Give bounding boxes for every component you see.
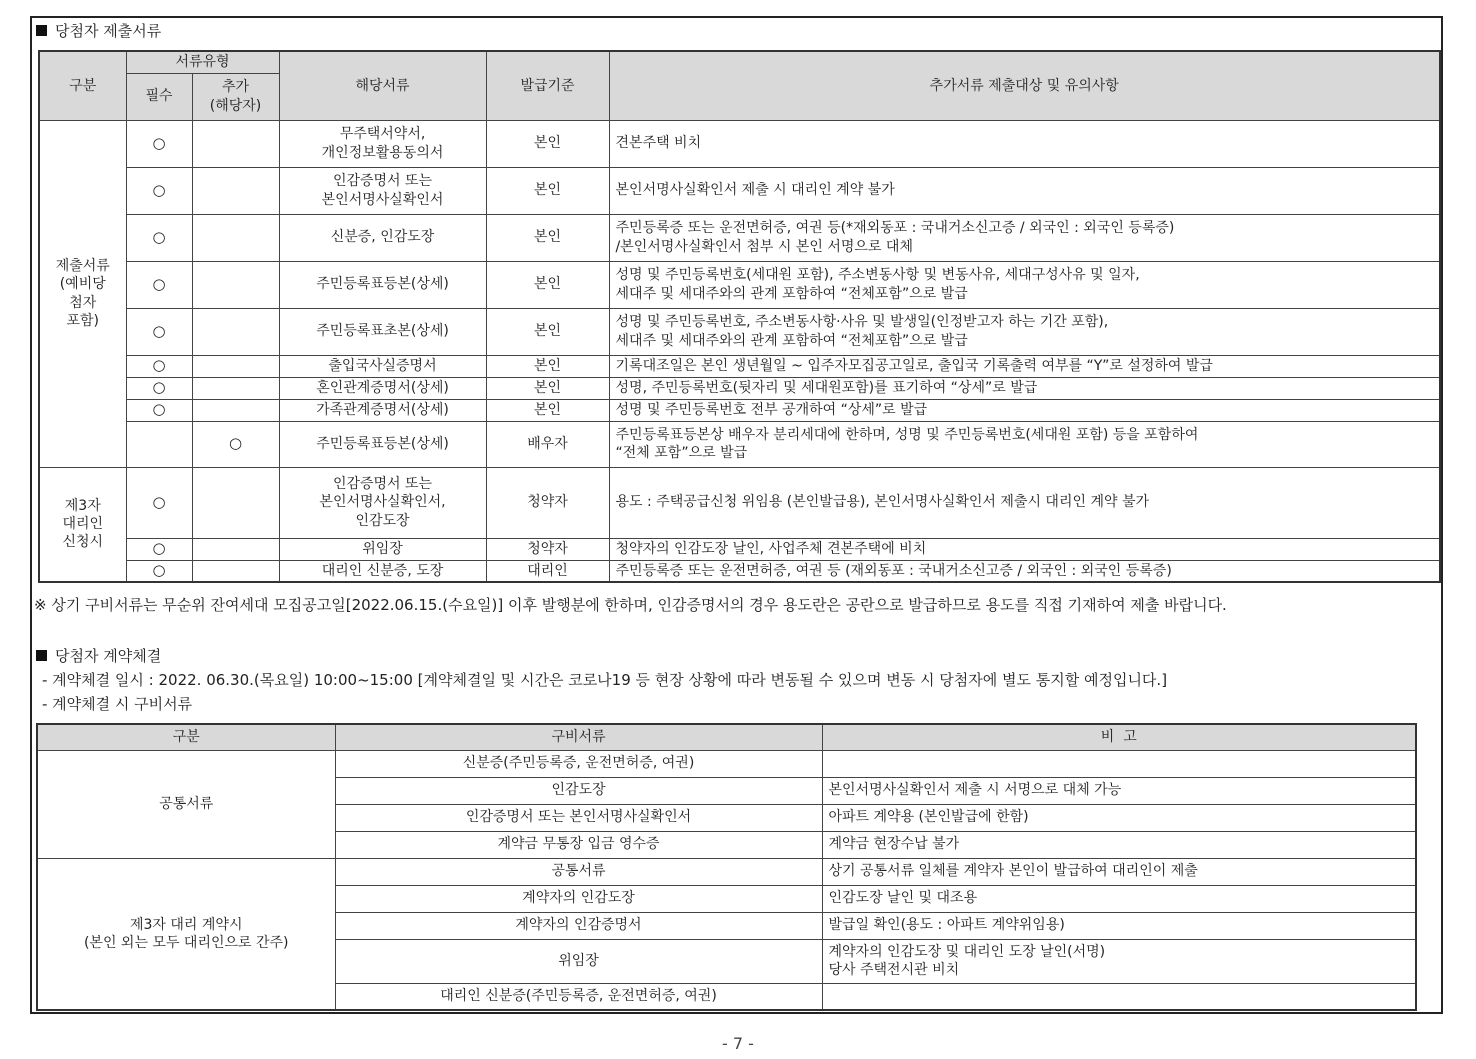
table-row bbox=[39, 167, 1440, 214]
table-row bbox=[39, 308, 1440, 355]
issue-basis: 본인 bbox=[486, 167, 609, 214]
remark-text bbox=[822, 983, 1416, 1010]
table-row bbox=[37, 750, 1416, 777]
square-bullet-icon bbox=[36, 650, 47, 661]
header-additional: 추가 (해당자) bbox=[192, 73, 279, 120]
remark-text bbox=[822, 750, 1416, 777]
note-text: 청약자의 인감도장 날인, 사업주체 견본주택에 비치 bbox=[609, 538, 1440, 560]
table-row bbox=[39, 214, 1440, 261]
note-text: 성명, 주민등록번호(뒷자리 및 세대원포함)를 표기하여 “상세”로 발급 bbox=[609, 377, 1440, 399]
document-name: 위임장 bbox=[335, 939, 822, 983]
footnote: ※ 상기 구비서류는 무순위 잔여세대 모집공고일[2022.06.15.(수요일)] 이후 발행분에 한하며, 인감증명서의 경우 용도란은 공란으로 발급하므로 용도를 직접 기재하여 제출 바랍니다. bbox=[34, 596, 1227, 614]
table-row bbox=[39, 421, 1440, 467]
header2-remarks: 비 고 bbox=[822, 724, 1416, 750]
header2-documents: 구비서류 bbox=[335, 724, 822, 750]
table-row bbox=[39, 377, 1440, 399]
required-mark: ○ bbox=[126, 355, 192, 377]
contract-schedule: - 계약체결 일시 : 2022. 06.30.(목요일) 10:00~15:00 [계약체결일 및 시간은 코로나19 등 현장 상황에 따라 변동될 수 있으며 변동 시 당첨자에 별도 통지할 예정입니다.] bbox=[42, 671, 1168, 689]
issue-basis: 본인 bbox=[486, 308, 609, 355]
document-name: 계약자의 인감도장 bbox=[335, 885, 822, 912]
additional-mark bbox=[192, 560, 279, 582]
remark-text: 발급일 확인(용도 : 아파트 계약위임용) bbox=[822, 912, 1416, 939]
issue-basis: 본인 bbox=[486, 120, 609, 167]
issue-basis: 본인 bbox=[486, 377, 609, 399]
issue-basis: 본인 bbox=[486, 261, 609, 308]
additional-mark bbox=[192, 214, 279, 261]
additional-mark bbox=[192, 399, 279, 421]
document-name: 인감도장 bbox=[335, 777, 822, 804]
remark-text: 인감도장 날인 및 대조용 bbox=[822, 885, 1416, 912]
table-row bbox=[39, 560, 1440, 582]
header-document: 해당서류 bbox=[279, 51, 486, 120]
table-row bbox=[39, 538, 1440, 560]
additional-mark bbox=[192, 467, 279, 538]
remark-text: 본인서명사실확인서 제출 시 서명으로 대체 가능 bbox=[822, 777, 1416, 804]
contract-docs-heading: - 계약체결 시 구비서류 bbox=[42, 695, 193, 713]
additional-mark bbox=[192, 261, 279, 308]
required-mark: ○ bbox=[126, 167, 192, 214]
required-mark bbox=[126, 421, 192, 467]
issue-basis: 배우자 bbox=[486, 421, 609, 467]
issue-basis: 본인 bbox=[486, 214, 609, 261]
section2-title-text: 당첨자 계약체결 bbox=[55, 647, 162, 665]
header-notes: 추가서류 제출대상 및 유의사항 bbox=[609, 51, 1440, 120]
document-name: 위임장 bbox=[279, 538, 486, 560]
remark-text: 상기 공통서류 일체를 계약자 본인이 발급하여 대리인이 제출 bbox=[822, 858, 1416, 885]
document-name: 주민등록표등본(상세) bbox=[279, 421, 486, 467]
remark-text: 아파트 계약용 (본인발급에 한함) bbox=[822, 804, 1416, 831]
required-mark: ○ bbox=[126, 261, 192, 308]
submission-documents-table bbox=[38, 50, 1441, 583]
note-text: 견본주택 비치 bbox=[609, 120, 1440, 167]
header-doc-type: 서류유형 bbox=[126, 51, 279, 73]
issue-basis: 청약자 bbox=[486, 467, 609, 538]
document-name: 주민등록표초본(상세) bbox=[279, 308, 486, 355]
additional-mark bbox=[192, 538, 279, 560]
header-category: 구분 bbox=[39, 51, 126, 120]
section2-title bbox=[36, 645, 161, 666]
additional-mark: ○ bbox=[192, 421, 279, 467]
document-name: 인감증명서 또는 본인서명사실확인서, 인감도장 bbox=[279, 467, 486, 538]
required-mark: ○ bbox=[126, 308, 192, 355]
header-required: 필수 bbox=[126, 73, 192, 120]
additional-mark bbox=[192, 377, 279, 399]
required-mark: ○ bbox=[126, 467, 192, 538]
table-row bbox=[37, 858, 1416, 885]
note-text: 성명 및 주민등록번호, 주소변동사항·사유 및 발생일(인정받고자 하는 기간 포함), 세대주 및 세대주와의 관계 포함하여 “전체포함”으로 발급 bbox=[609, 308, 1440, 355]
table-row bbox=[39, 120, 1440, 167]
group-label: 제출서류 (예비당 첨자 포함) bbox=[39, 120, 126, 467]
table-row bbox=[39, 467, 1440, 538]
note-text: 용도 : 주택공급신청 위임용 (본인발급용), 본인서명사실확인서 제출시 대리인 계약 불가 bbox=[609, 467, 1440, 538]
document-name: 신분증, 인감도장 bbox=[279, 214, 486, 261]
contract-documents-table bbox=[36, 723, 1417, 1011]
additional-mark bbox=[192, 167, 279, 214]
document-name: 혼인관계증명서(상세) bbox=[279, 377, 486, 399]
section1-title bbox=[36, 20, 161, 41]
section1-title-text: 당첨자 제출서류 bbox=[55, 22, 162, 40]
document-name: 인감증명서 또는 본인서명사실확인서 bbox=[335, 804, 822, 831]
square-bullet-icon bbox=[36, 25, 47, 36]
document-name: 가족관계증명서(상세) bbox=[279, 399, 486, 421]
document-name: 계약자의 인감증명서 bbox=[335, 912, 822, 939]
table-row bbox=[39, 399, 1440, 421]
document-name: 공통서류 bbox=[335, 858, 822, 885]
required-mark: ○ bbox=[126, 120, 192, 167]
note-text: 기록대조일은 본인 생년월일 ~ 입주자모집공고일로, 출입국 기록출력 여부를 “Y”로 설정하여 발급 bbox=[609, 355, 1440, 377]
document-name: 대리인 신분증(주민등록증, 운전면허증, 여권) bbox=[335, 983, 822, 1010]
issue-basis: 청약자 bbox=[486, 538, 609, 560]
remark-text: 계약금 현장수납 불가 bbox=[822, 831, 1416, 858]
document-name: 인감증명서 또는 본인서명사실확인서 bbox=[279, 167, 486, 214]
header2-category: 구분 bbox=[37, 724, 335, 750]
table-row bbox=[39, 355, 1440, 377]
group-label: 제3자 대리인 신청시 bbox=[39, 467, 126, 582]
note-text: 주민등록표등본상 배우자 분리세대에 한하며, 성명 및 주민등록번호(세대원 포함) 등을 포함하여 “전체 포함”으로 발급 bbox=[609, 421, 1440, 467]
group-label: 공통서류 bbox=[37, 750, 335, 858]
document-name: 대리인 신분증, 도장 bbox=[279, 560, 486, 582]
additional-mark bbox=[192, 355, 279, 377]
page-number: - 7 - bbox=[722, 1034, 754, 1053]
note-text: 주민등록증 또는 운전면허증, 여권 등 (재외동포 : 국내거소신고증 / 외국인 : 외국인 등록증) bbox=[609, 560, 1440, 582]
note-text: 성명 및 주민등록번호(세대원 포함), 주소변동사항 및 변동사유, 세대구성사유 및 일자, 세대주 및 세대주와의 관계 포함하여 “전체포함”으로 발급 bbox=[609, 261, 1440, 308]
remark-text: 계약자의 인감도장 및 대리인 도장 날인(서명) 당사 주택전시관 비치 bbox=[822, 939, 1416, 983]
note-text: 본인서명사실확인서 제출 시 대리인 계약 불가 bbox=[609, 167, 1440, 214]
issue-basis: 본인 bbox=[486, 355, 609, 377]
required-mark: ○ bbox=[126, 538, 192, 560]
required-mark: ○ bbox=[126, 377, 192, 399]
group-label: 제3자 대리 계약시 (본인 외는 모두 대리인으로 간주) bbox=[37, 858, 335, 1010]
required-mark: ○ bbox=[126, 560, 192, 582]
additional-mark bbox=[192, 308, 279, 355]
required-mark: ○ bbox=[126, 214, 192, 261]
document-name: 신분증(주민등록증, 운전면허증, 여권) bbox=[335, 750, 822, 777]
issue-basis: 본인 bbox=[486, 399, 609, 421]
required-mark: ○ bbox=[126, 399, 192, 421]
additional-mark bbox=[192, 120, 279, 167]
issue-basis: 대리인 bbox=[486, 560, 609, 582]
document-name: 주민등록표등본(상세) bbox=[279, 261, 486, 308]
note-text: 성명 및 주민등록번호 전부 공개하여 “상세”로 발급 bbox=[609, 399, 1440, 421]
document-name: 계약금 무통장 입금 영수증 bbox=[335, 831, 822, 858]
document-name: 출입국사실증명서 bbox=[279, 355, 486, 377]
document-name: 무주택서약서, 개인정보활용동의서 bbox=[279, 120, 486, 167]
header-issue-basis: 발급기준 bbox=[486, 51, 609, 120]
table-row bbox=[39, 261, 1440, 308]
note-text: 주민등록증 또는 운전면허증, 여권 등(*재외동포 : 국내거소신고증 / 외국인 : 외국인 등록증) /본인서명사실확인서 첨부 시 본인 서명으로 대체 bbox=[609, 214, 1440, 261]
